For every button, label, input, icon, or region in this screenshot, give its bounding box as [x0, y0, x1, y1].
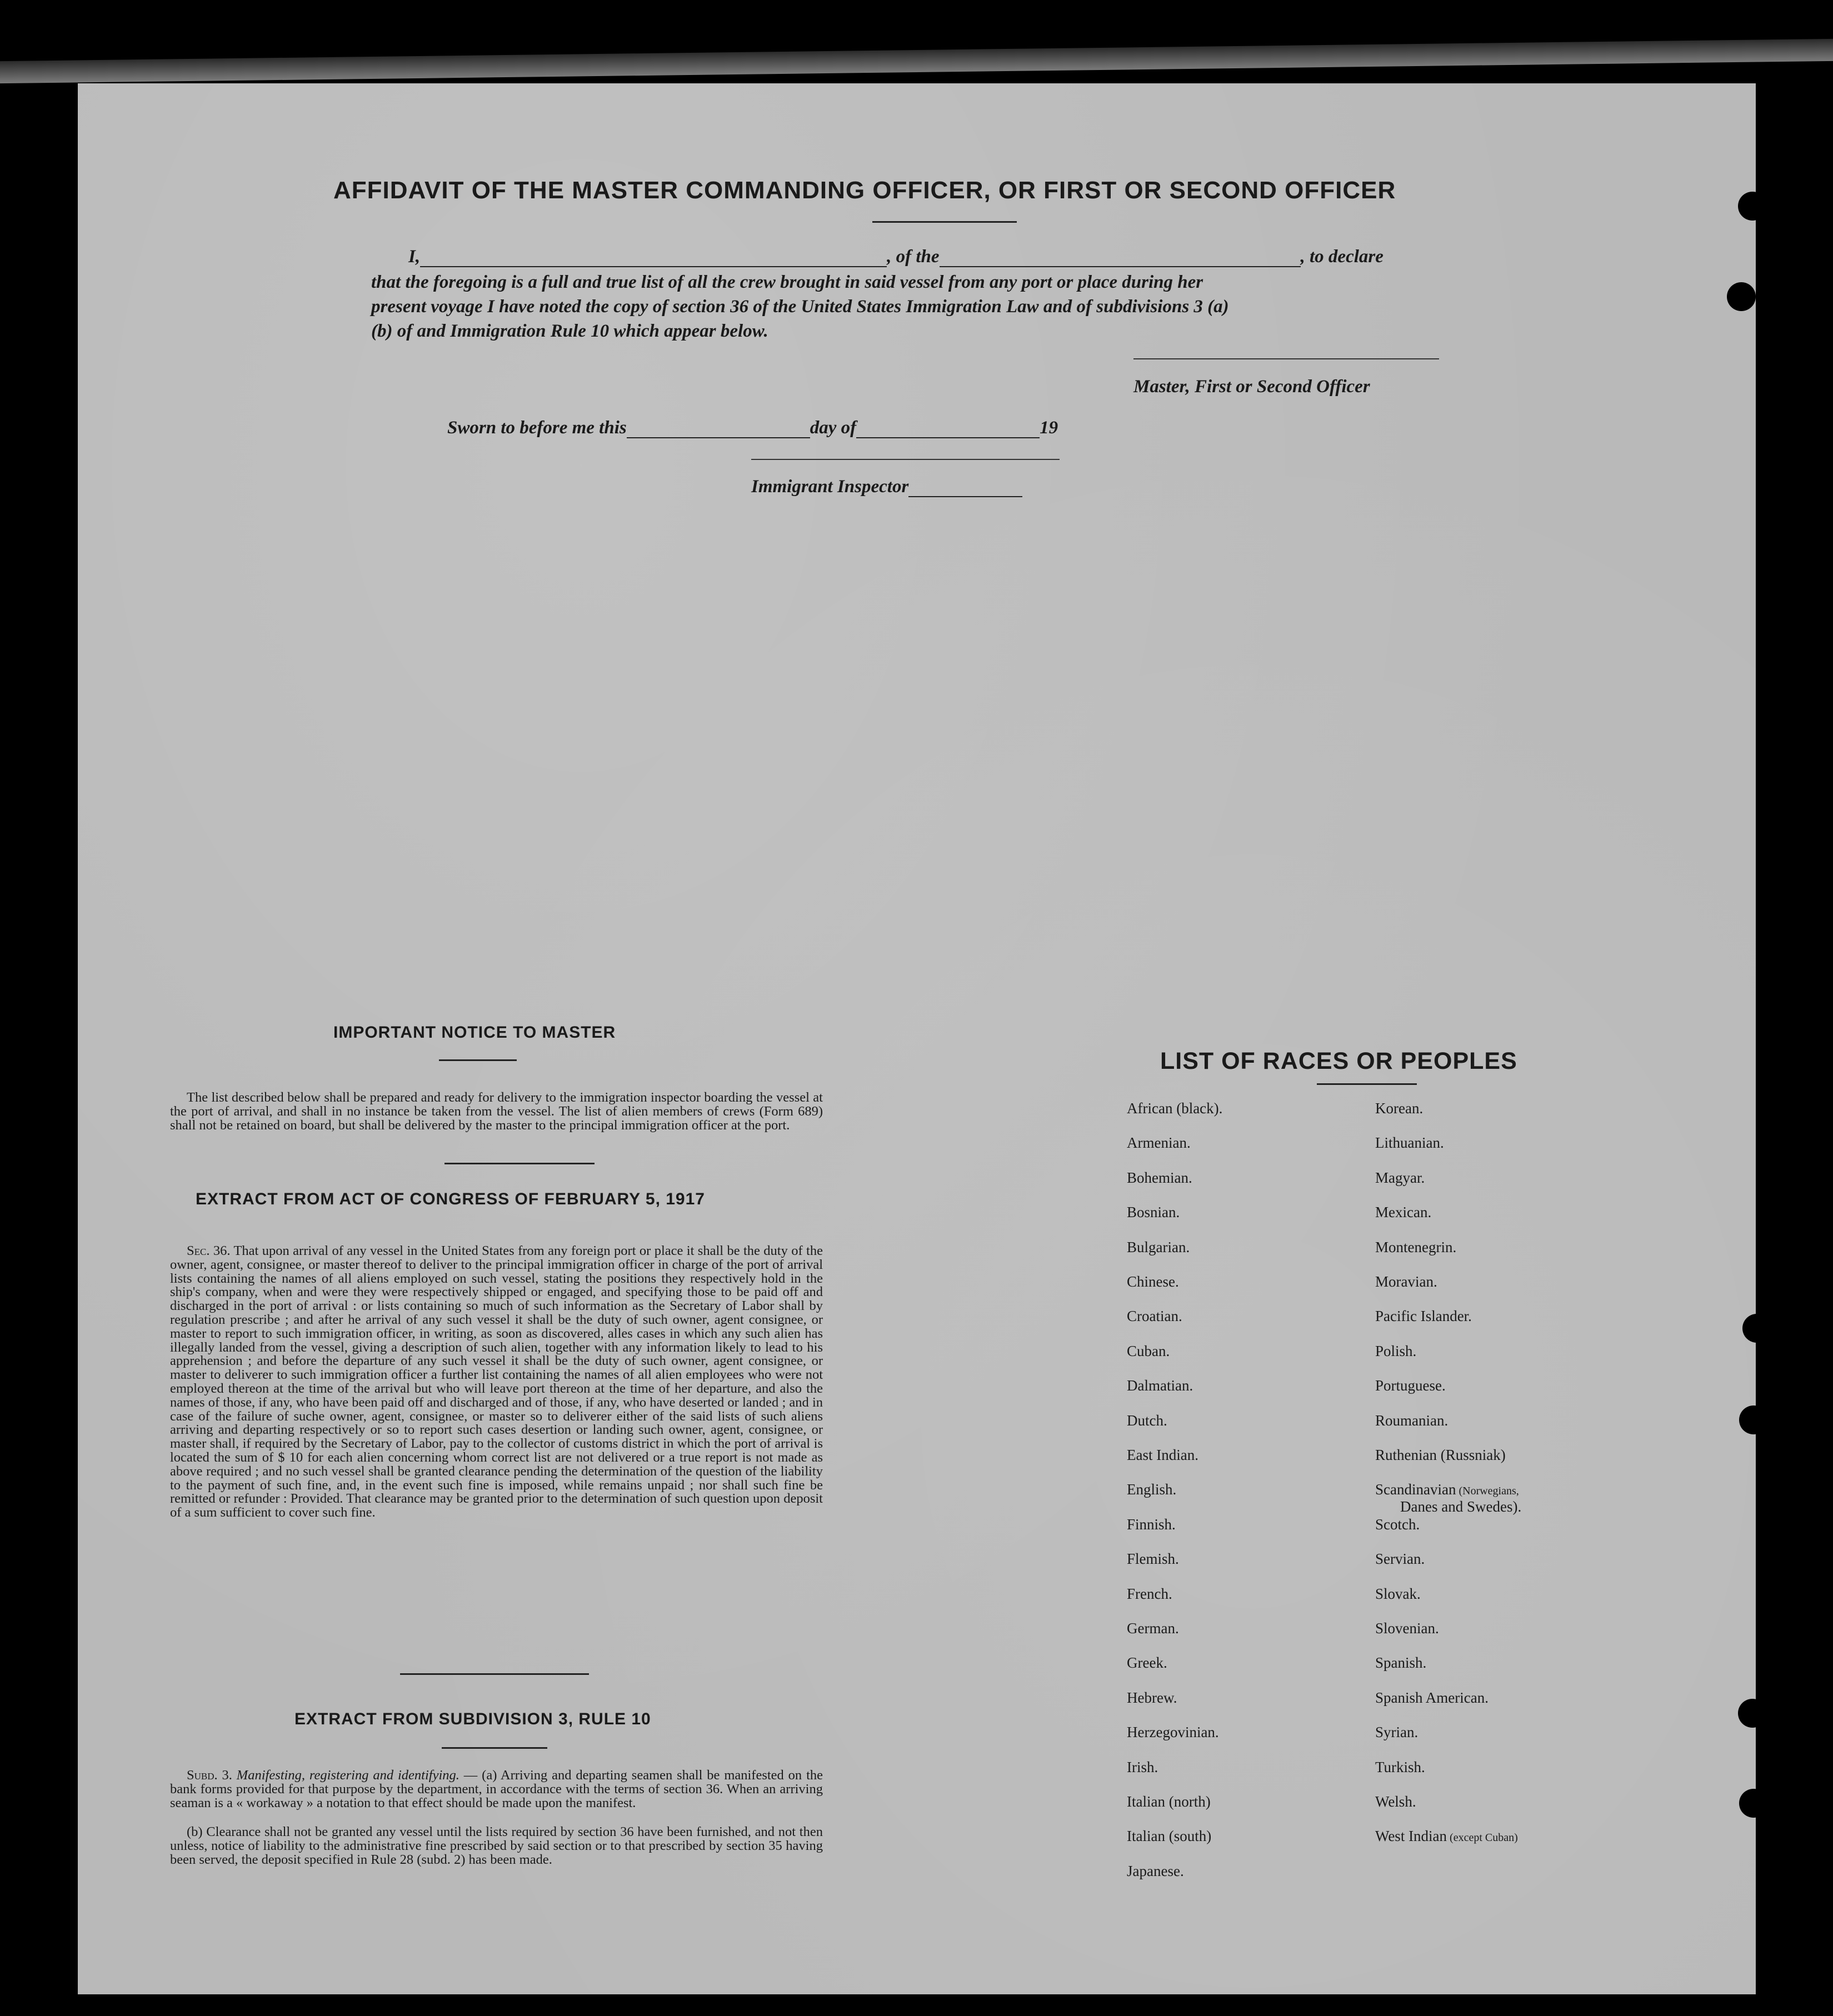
extract-rule-text-b: (b) Clearance shall not be granted any vessel until the lists required by section 36 have been furnished, and not then unless, notice of liability to the administrative fine prescribed by said section or to that prescribed by section 35 having been served, the deposit specified in Rule 28 (subd. 2) has been made. [170, 1824, 823, 1867]
extract-rule-title: EXTRACT FROM SUBDIVISION 3, RULE 10 [294, 1710, 651, 1728]
race-item: East Indian. [1127, 1447, 1198, 1463]
paper-top-edge [0, 39, 1833, 83]
subd-label: Subd. 3. [187, 1768, 232, 1783]
punch-hole [1739, 1789, 1768, 1818]
affidavit-line-1 [408, 247, 1384, 267]
race-item: Spanish. [1375, 1654, 1427, 1672]
race-item: Turkish. [1375, 1758, 1425, 1775]
affidavit-line-3: present voyage I have noted the copy of section 36 of the United States Immigration Law and of subdivisions 3 (a) [371, 297, 1229, 317]
sec-36-text: That upon arrival of any vessel in the United States from any foreign port or place it shall be the duty of the owner, agent, consignee, or master thereof to deliver to the principal immigration officer in charge of the port of arrival lists containing the names of all aliens employed on such vessel, stating the positions they respectively hold in the ship's company, when and were they were respectively shipped or engaged, and specifying those to be paid off and discharged in the port of arrival : or lists containing so much of such information as the Secretary of Labor shall by regulation prescribe ; and after he arrival of any such vessel it shall be the duty of such owner, agent consignee, or master to report to such immigration officer, in writing, as soon as discovered, alles cases in which any such alien has illegally landed from the vessel, giving a description of such alien, together with any information likely to lead to his apprehension ; and before the departure of any such vessel it shall be the duty of such owner, agent consignee, or master to deliverer to such immigration officer a further list containing the names of all alien employees who were not employed thereon at the time of the arrival but who will leave port thereon at the time of her departure, and also the names of those, if any, who have been paid off and discharged and of those, if any, who have deserted or landed ; and in case of the failure of suche owner, agent, consignee, or master so to deliverer either of the said lists of such aliens arriving and departing respectively or so to report such cases desertion or landing such owner, agent, consignee, or master shall, if required by the Secretary of Labor, pay to the collector of customs district in which the port of arrival is located the sum of $ 10 for each alien concerning whom correct list are not delivered or a true report is not made as above required ; and no such vessel shall be granted clearance pending the determination of the question of the liability to the payment of such fine, and, in the event such fine is imposed, while remains unpaid ; nor shall such fine be remitted or refunder : Provided. That clearance may be granted prior to the determination of such question upon deposit of a sum sufficient to cover such fine. [170, 1243, 823, 1520]
day-of-label: day of [810, 418, 857, 438]
race-item: Cuban. [1127, 1342, 1170, 1359]
extract-act-text [170, 1244, 823, 1520]
race-item: Magyar. [1375, 1169, 1425, 1186]
race-item: English. [1127, 1481, 1177, 1498]
race-item: Scotch. [1375, 1515, 1420, 1533]
punch-hole [1760, 774, 1789, 803]
subd-heading: Manifesting, registering and identifying. [236, 1768, 460, 1783]
race-item: Portuguese. [1375, 1377, 1446, 1394]
race-item: Bosnian. [1127, 1204, 1180, 1221]
race-item: Dalmatian. [1127, 1377, 1193, 1394]
punch-hole [1738, 192, 1767, 221]
race-item: Korean. [1375, 1100, 1424, 1117]
race-item: Dutch. [1127, 1412, 1167, 1429]
extract-act-title: EXTRACT FROM ACT OF CONGRESS OF FEBRUARY 5, 1917 [196, 1190, 705, 1208]
race-item: Montenegrin. [1375, 1238, 1457, 1255]
to-declare-label: , to declare [1300, 247, 1384, 267]
race-item: German. [1127, 1620, 1179, 1637]
race-item: Moravian. [1375, 1273, 1437, 1290]
punch-hole [1739, 1405, 1768, 1434]
race-item: Syrian. [1375, 1724, 1419, 1741]
scandinavian-note: (Norwegians, [1456, 1485, 1519, 1498]
race-item: Polish. [1375, 1342, 1417, 1359]
sworn-day-field[interactable] [627, 422, 810, 438]
signature-label: Master, First or Second Officer [1133, 377, 1370, 397]
race-item: Mexican. [1375, 1204, 1432, 1221]
affidavit-i: I, [408, 247, 421, 267]
sworn-month-field[interactable] [856, 422, 1040, 438]
inspector-field[interactable] [908, 481, 1022, 497]
of-the-label: , of the [887, 247, 940, 267]
race-item: Hebrew. [1127, 1689, 1177, 1706]
races-title: LIST OF RACES OR PEOPLES [1160, 1048, 1517, 1074]
punch-hole [1777, 304, 1806, 333]
race-item: Japanese. [1127, 1862, 1184, 1879]
scandinavian-note-2: Danes and Swedes). [1400, 1498, 1522, 1515]
race-item: Pacific Islander. [1375, 1308, 1472, 1325]
race-item: Italian (north) [1127, 1793, 1211, 1810]
affidavit-line-4: (b) of and Immigration Rule 10 which appear below. [371, 321, 768, 341]
inspector-signature-line[interactable] [751, 459, 1060, 460]
race-item: Armenian. [1127, 1134, 1191, 1152]
race-item: Bohemian. [1127, 1169, 1192, 1186]
inspector-line [751, 477, 1022, 497]
title-underline [872, 221, 1017, 223]
extract-rule-text-a [170, 1769, 823, 1810]
name-field[interactable] [420, 251, 887, 267]
subd-a-text: — (a) Arriving and departing seamen shall be manifested on the bank forms provided for that purpose by the department, in accordance with the terms of section 36. When an arriving seaman is a « workaway » a notation to that effect should be made upon the manifest. [170, 1768, 823, 1810]
race-item: Flemish. [1127, 1550, 1179, 1568]
race-item: Welsh. [1375, 1793, 1416, 1810]
race-item: Finnish. [1127, 1515, 1176, 1533]
west-indian-note: (except Cuban) [1447, 1832, 1518, 1844]
punch-hole [1774, 396, 1802, 425]
race-item: African (black). [1127, 1100, 1223, 1117]
race-item: Slovak. [1375, 1585, 1421, 1602]
punch-hole [1727, 282, 1756, 311]
extract-divider [400, 1673, 589, 1675]
race-item: Scandinavian (Norwegians, Danes and Swedes). [1375, 1481, 1522, 1515]
sec-label: Sec. 36. [187, 1243, 231, 1258]
race-item: Croatian. [1127, 1308, 1182, 1325]
race-item: French. [1127, 1585, 1172, 1602]
race-item: Irish. [1127, 1758, 1158, 1775]
affidavit-title: AFFIDAVIT OF THE MASTER COMMANDING OFFICER, OR FIRST OR SECOND OFFICER [333, 177, 1396, 204]
rule-underline [442, 1747, 547, 1749]
sworn-line [447, 418, 1058, 438]
race-item: Roumanian. [1375, 1412, 1449, 1429]
notice-divider [444, 1163, 595, 1164]
race-item: Slovenian. [1375, 1620, 1439, 1637]
notice-text: The list described below shall be prepared and ready for delivery to the immigration inspector boarding the vessel at the port of arrival, and shall in no instance be taken from the vessel. The list of alien members of crews (Form 689) shall not be retained on board, but shall be delivered by the master to the principal immigration officer at the port. [170, 1090, 823, 1133]
race-item: Herzegovinian. [1127, 1724, 1219, 1741]
sworn-label: Sworn to before me this [447, 418, 627, 438]
race-item: Bulgarian. [1127, 1238, 1190, 1255]
race-item: West Indian (except Cuban) [1375, 1828, 1518, 1845]
punch-hole [1742, 1314, 1771, 1343]
race-item: Greek. [1127, 1654, 1167, 1672]
notice-underline [439, 1059, 517, 1061]
notice-title: IMPORTANT NOTICE TO MASTER [333, 1023, 616, 1042]
vessel-field[interactable] [940, 251, 1301, 267]
race-item: Servian. [1375, 1550, 1425, 1568]
affidavit-line-2: that the foregoing is a full and true list of all the crew brought in said vessel from any port or place during her [371, 272, 1203, 292]
race-item: Italian (south) [1127, 1828, 1212, 1845]
race-item: Chinese. [1127, 1273, 1179, 1290]
punch-hole [1738, 1699, 1767, 1728]
document-page [78, 83, 1756, 1994]
races-underline [1317, 1083, 1417, 1085]
year-label: 19 [1040, 418, 1058, 438]
signature-line[interactable] [1133, 358, 1439, 359]
inspector-label: Immigrant Inspector [751, 477, 909, 497]
race-item: Spanish American. [1375, 1689, 1489, 1706]
race-item: Lithuanian. [1375, 1134, 1444, 1152]
race-item: Ruthenian (Russniak) [1375, 1447, 1506, 1463]
punch-hole [1762, 684, 1791, 713]
